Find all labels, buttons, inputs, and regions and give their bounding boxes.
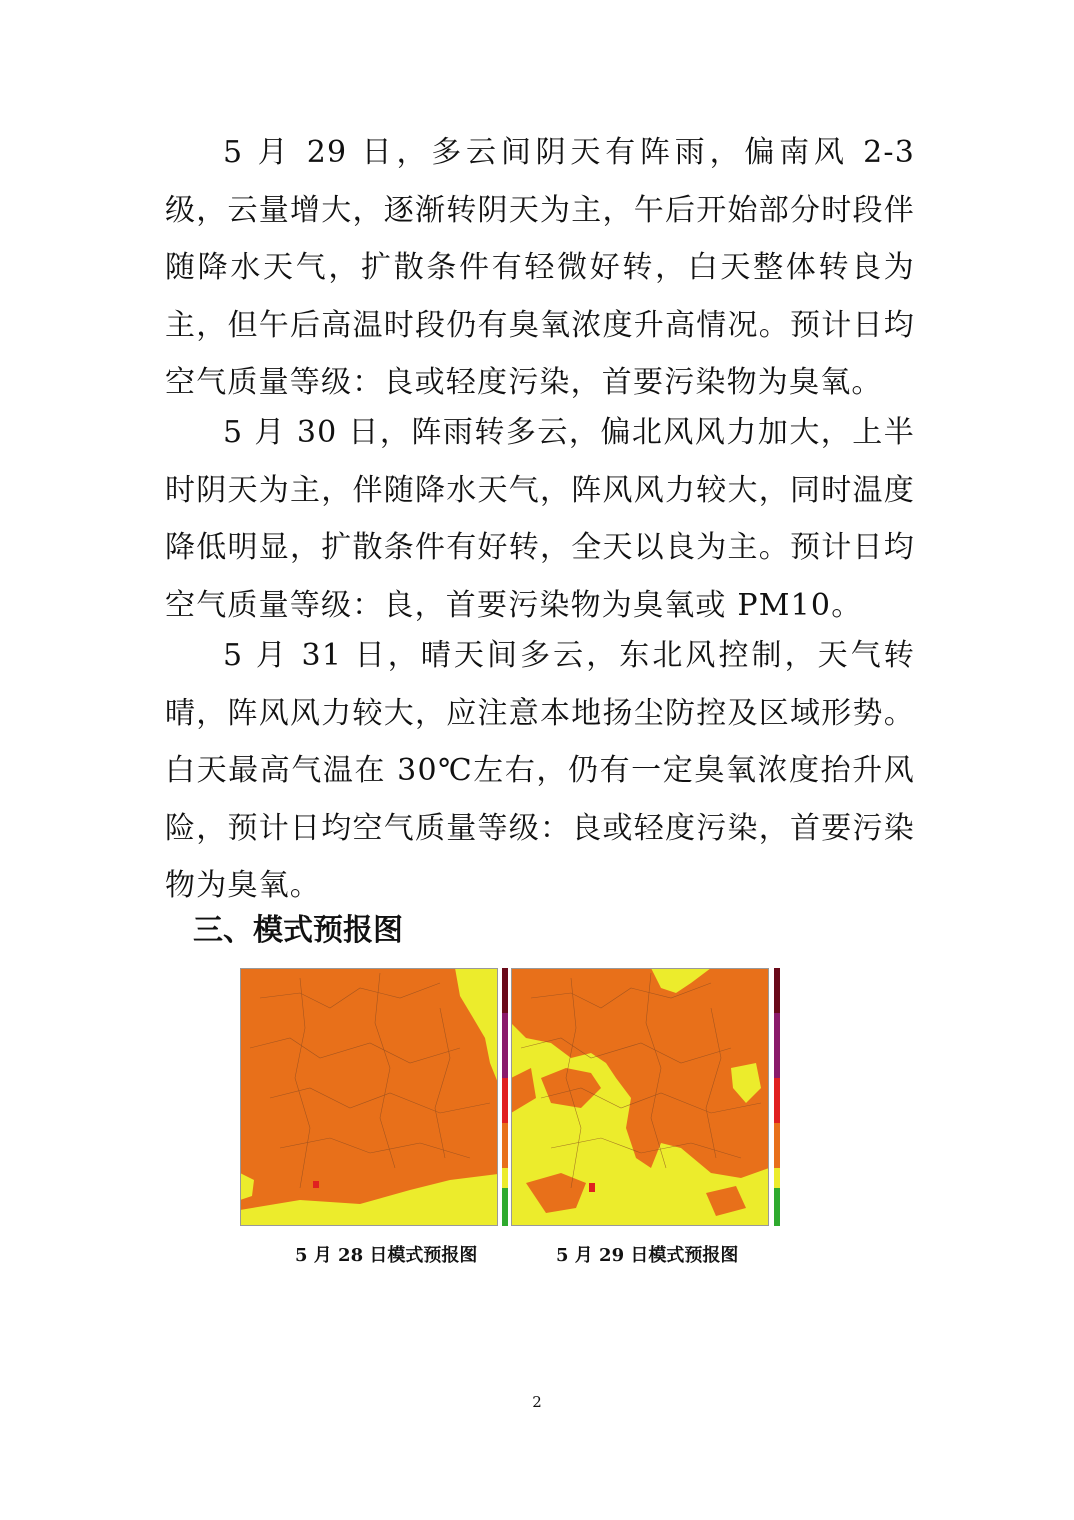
forecast-map-may28-image xyxy=(240,968,498,1226)
forecast-paragraph-may31: 5 月 31 日，晴天间多云，东北风控制，天气转晴，阵风风力较大，应注意本地扬尘防控及区域形势。白天最高气温在 30℃左右，仍有一定臭氧浓度抬升风险，预计日均空气质量等级：良或轻度污染，首要污染物为臭氧。 xyxy=(165,638,915,903)
section-heading: 三、模式预报图 xyxy=(193,913,403,948)
figure-caption-may28: 5 月 28 日模式预报图 xyxy=(295,1245,478,1266)
colorbar-may28 xyxy=(500,968,510,1226)
forecast-paragraph-may30: 5 月 30 日，阵雨转多云，偏北风风力加大，上半时阴天为主，伴随降水天气，阵风风力较大，同时温度降低明显，扩散条件有好转，全天以良为主。预计日均空气质量等级：良，首要污染物为臭氧或 PM10。 xyxy=(165,415,915,623)
colorbar-may29 xyxy=(772,968,782,1226)
figure-caption-may29: 5 月 29 日模式预报图 xyxy=(556,1245,739,1266)
forecast-map-may29-image xyxy=(511,968,769,1226)
forecast-map-may29 xyxy=(511,968,769,1226)
page-number: 2 xyxy=(532,1393,542,1411)
forecast-map-may28 xyxy=(240,968,498,1226)
forecast-paragraph-may29: 5 月 29 日，多云间阴天有阵雨，偏南风 2-3 级，云量增大，逐渐转阴天为主，午后开始部分时段伴随降水天气，扩散条件有轻微好转，白天整体转良为主，但午后高温时段仍有臭氧浓度升高情况。预计日均空气质量等级：良或轻度污染，首要污染物为臭氧。 xyxy=(165,135,915,400)
